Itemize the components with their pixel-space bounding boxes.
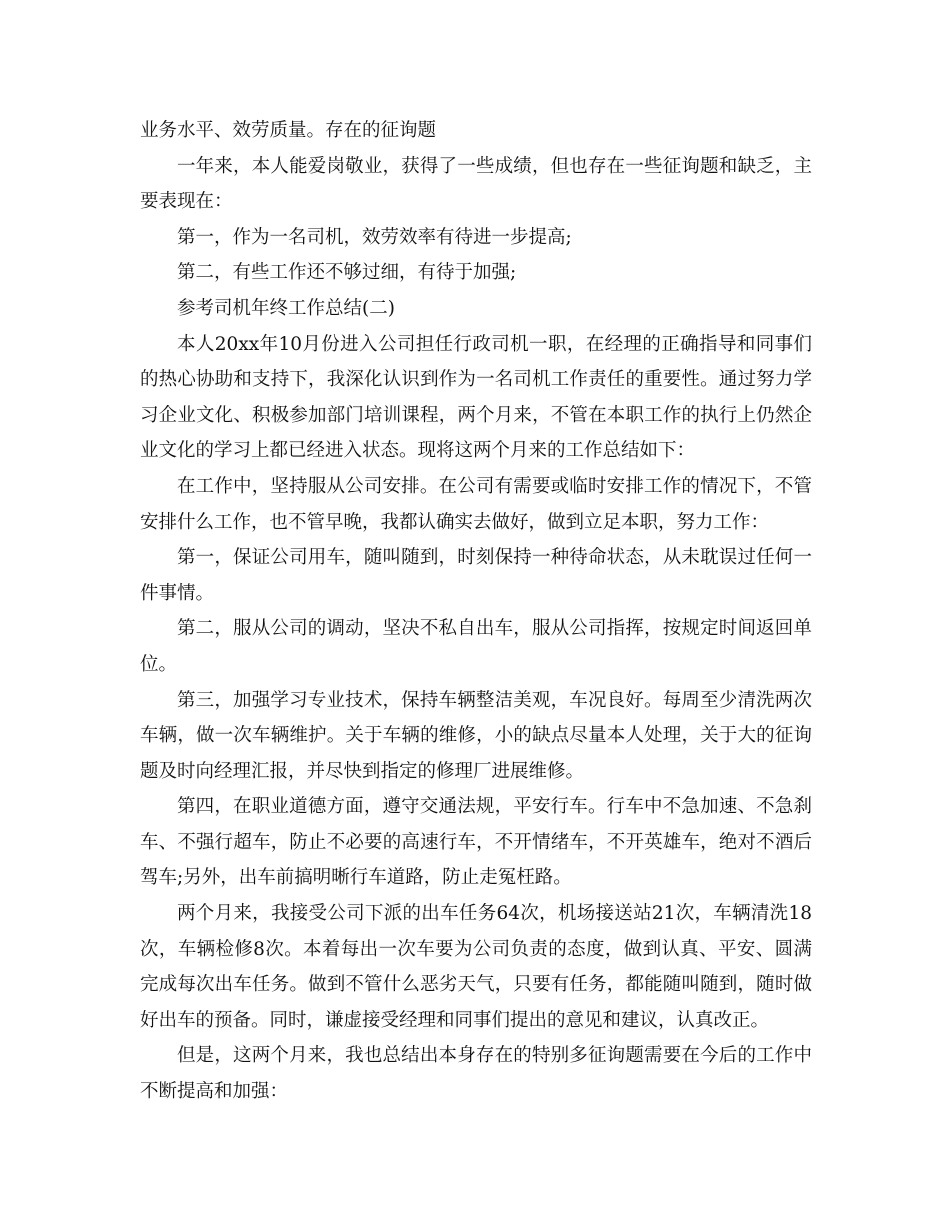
paragraph-6: 本人20xx年10月份进入公司担任行政司机一职，在经理的正确指导和同事们的热心协助和支持下，我深化认识到作为一名司机工作责任的重要性。通过努力学习企业文化、积极参加部门培训课程，两个月来，不管在本职工作的执行上仍然企业文化的学习上都已经进入状态。现将这两个月来的工作总结如下： xyxy=(140,333,812,462)
paragraph-3: 第一，作为一名司机，效劳效率有待进一步提高; xyxy=(177,226,572,248)
paragraph-4: 第二，有些工作还不够过细，有待于加强; xyxy=(177,262,517,284)
paragraph-11: 第四，在职业道德方面，遵守交通法规，平安行车。行车中不急加速、不急刹车、不强行超车，防止不必要的高速行车，不开情绪车，不开英雄车，绝对不酒后驾车;另外，出车前搞明晰行车道路，防止走冤枉路。 xyxy=(140,796,812,889)
paragraph-2: 一年来，本人能爱岗敬业，获得了一些成绩，但也存在一些征询题和缺乏，主要表现在： xyxy=(140,155,812,213)
section-heading: 参考司机年终工作总结(二) xyxy=(177,297,395,319)
paragraph-1: 业务水平、效劳质量。存在的征询题 xyxy=(140,120,437,141)
paragraph-9: 第二，服从公司的调动，坚决不私自出车，服从公司指挥，按规定时间返回单位。 xyxy=(140,618,812,675)
paragraph-12: 两个月来，我接受公司下派的出车任务64次，机场接送站21次，车辆清洗18次，车辆检修8次。本着每出一次车要为公司负责的态度，做到认真、平安、圆满完成每次出车任务。做到不管什么恶劣天气，只要有任务，都能随叫随到，随时做好出车的预备。同时，谦虚接受经理和同事们提出的意见和建议，认真改正。 xyxy=(140,903,812,1031)
paragraph-10: 第三，加强学习专业技术，保持车辆整洁美观，车况良好。每周至少清洗两次车辆，做一次车辆维护。关于车辆的维修，小的缺点尽量本人处理，关于大的征询题及时向经理汇报，并尽快到指定的修理厂进展维修。 xyxy=(140,689,812,782)
paragraph-8: 第一，保证公司用车，随叫随到，时刻保持一种待命状态，从未耽误过任何一件事情。 xyxy=(140,547,812,604)
document-page xyxy=(140,113,812,1110)
paragraph-13: 但是，这两个月来，我也总结出本身存在的特别多征询题需要在今后的工作中不断提高和加强： xyxy=(140,1045,812,1103)
paragraph-7: 在工作中，坚持服从公司安排。在公司有需要或临时安排工作的情况下，不管安排什么工作，也不管早晚，我都认确实去做好，做到立足本职，努力工作： xyxy=(140,475,812,533)
